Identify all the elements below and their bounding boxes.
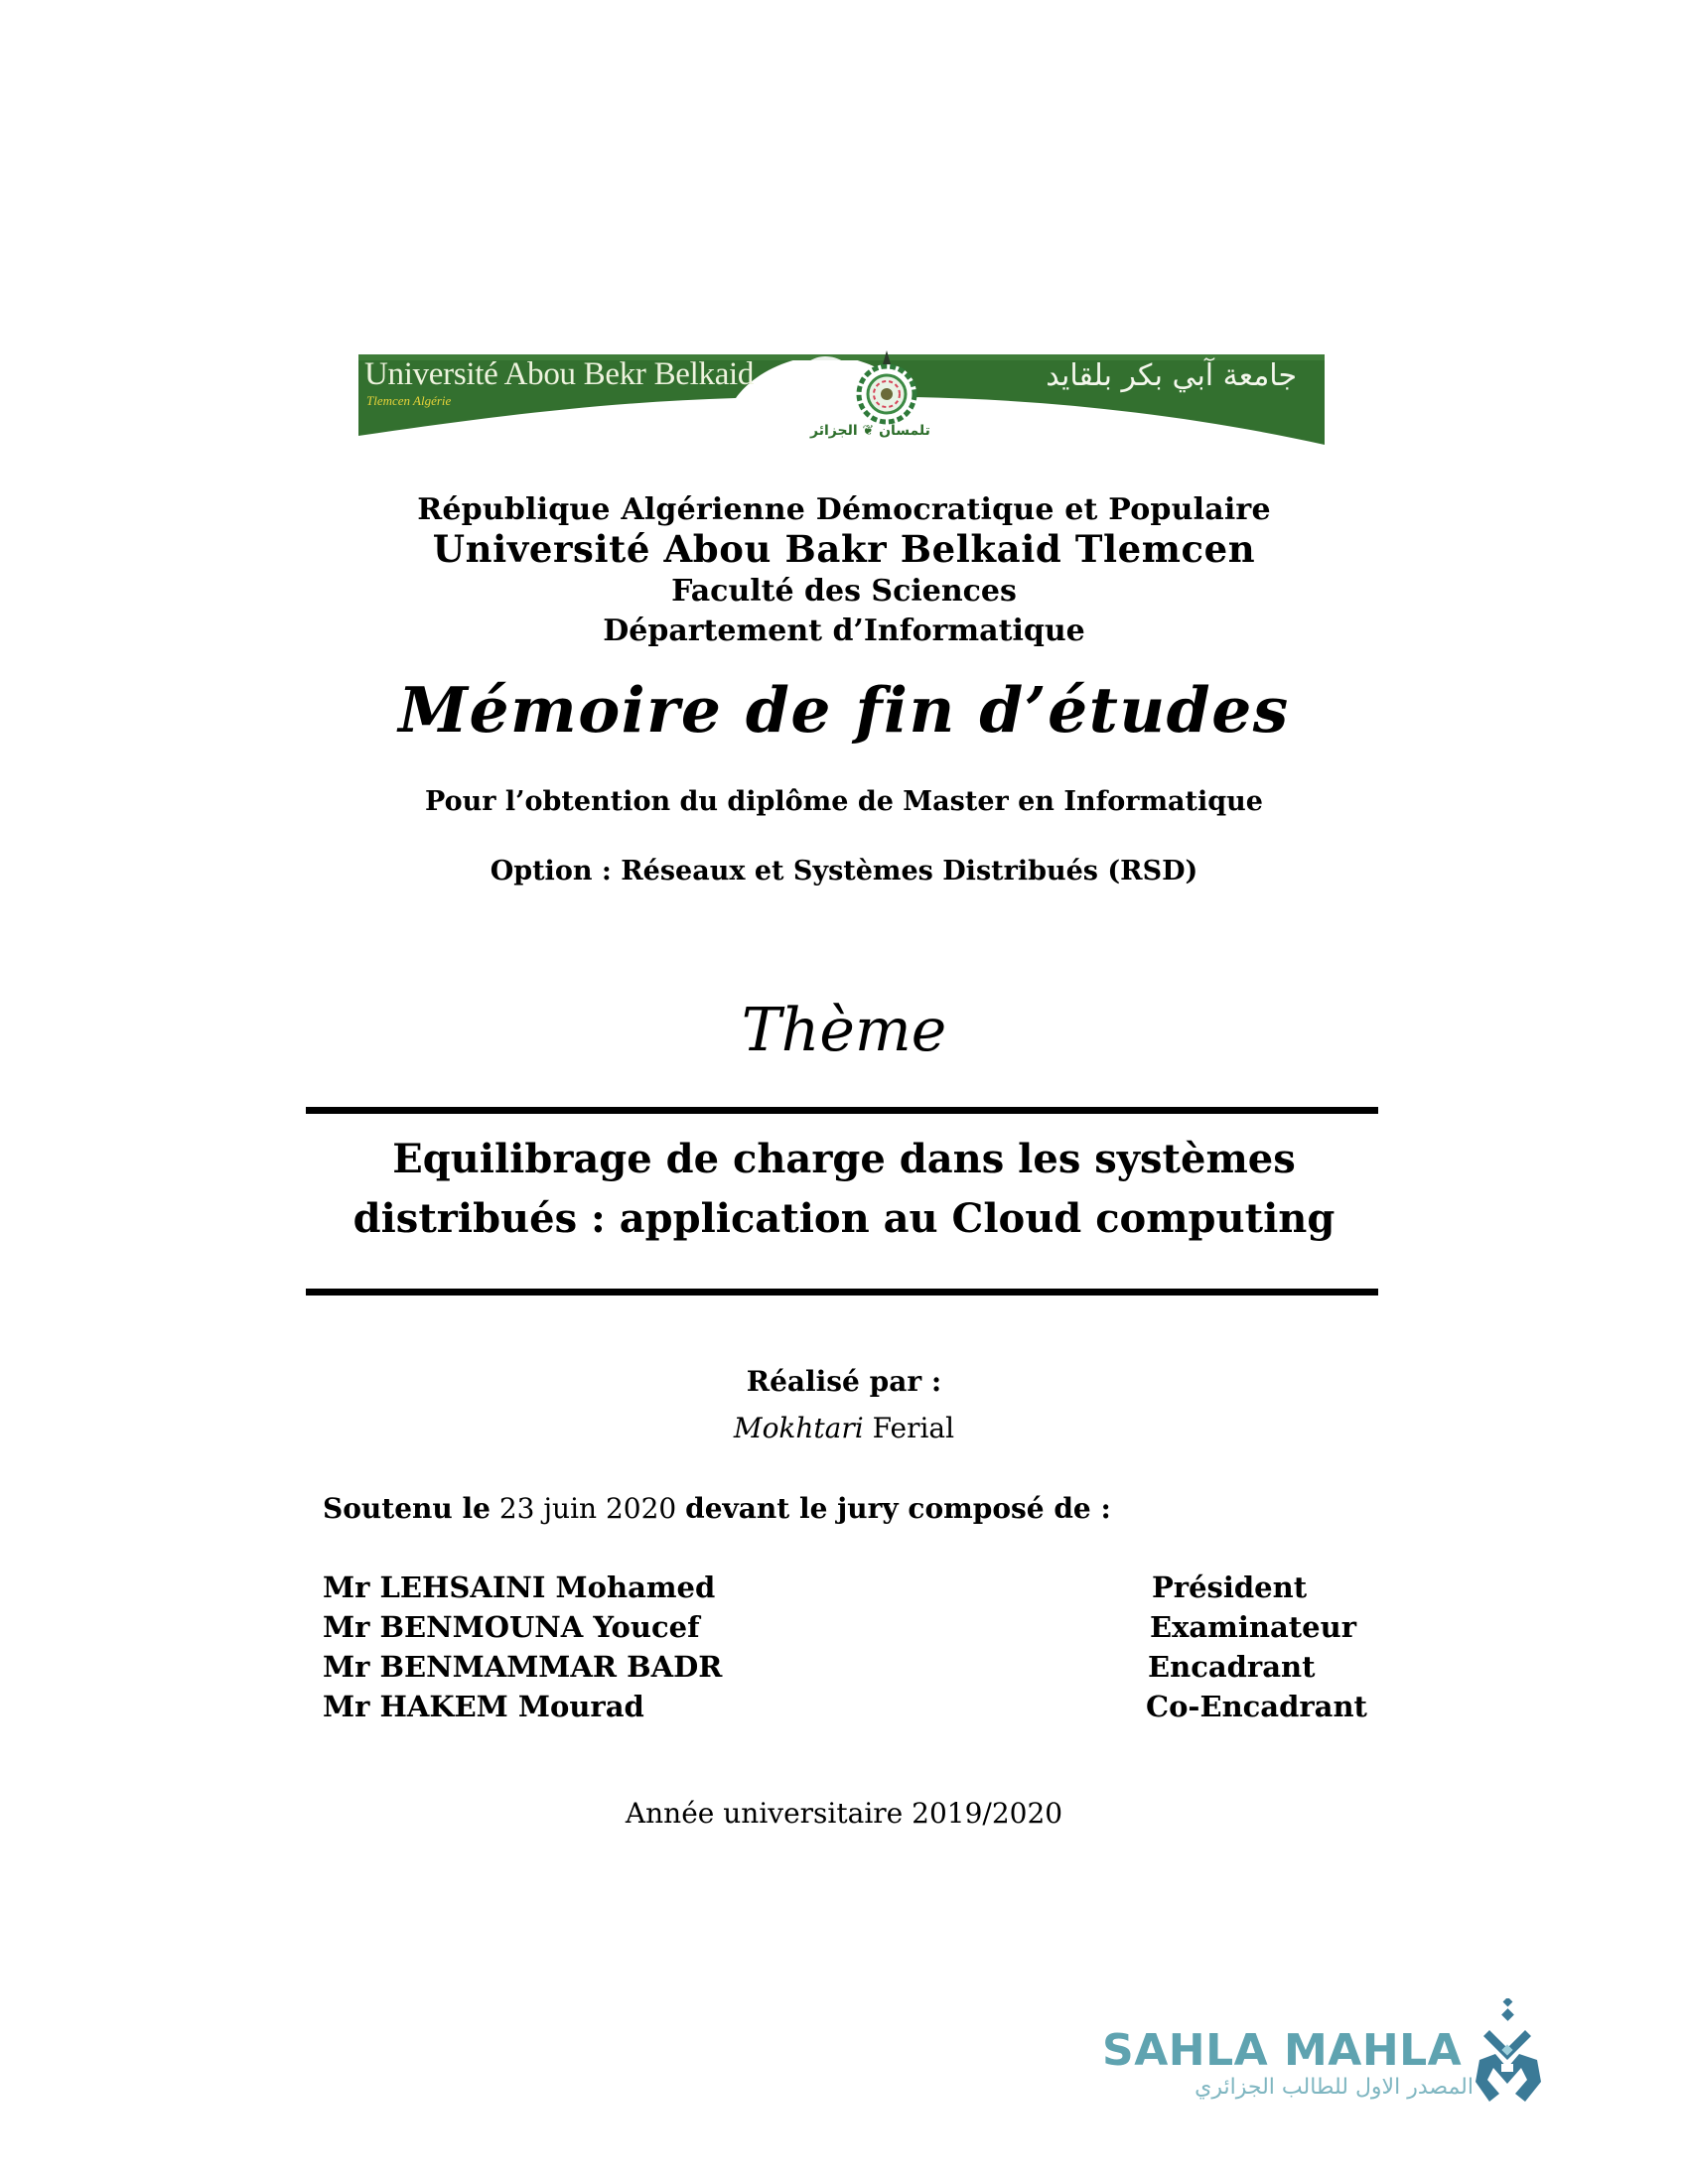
title-top-rule	[306, 1107, 1378, 1114]
banner-location-fr: Tlemcen Algérie	[366, 393, 452, 408]
jury-row	[323, 1570, 1385, 1610]
jury-member-role: Co-Encadrant	[1146, 1690, 1367, 1723]
jury-member-name: Mr HAKEM Mourad	[323, 1690, 644, 1723]
defense-prefix: Soutenu le	[323, 1492, 491, 1525]
document-type-heading: Mémoire de fin d’études	[398, 673, 1290, 747]
degree-line: Pour l’obtention du diplôme de Master en Informatique	[425, 786, 1263, 817]
defense-suffix: devant le jury composé de :	[685, 1492, 1111, 1525]
republic-line: République Algérienne Démocratique et Populaire	[417, 492, 1271, 527]
university-banner	[358, 350, 1325, 446]
option-line: Option : Réseaux et Systèmes Distribués (RSD)	[490, 856, 1198, 887]
thesis-title-line-1: Equilibrage de charge dans les systèmes	[392, 1136, 1296, 1182]
department-line: Département d’Informatique	[603, 614, 1085, 648]
jury-member-name: Mr LEHSAINI Mohamed	[323, 1570, 716, 1604]
defense-date: 23 juin 2020	[498, 1492, 677, 1525]
jury-member-name: Mr BENMAMMAR BADR	[323, 1650, 723, 1684]
watermark-tagline: المصدر الاول للطالب الجزائري	[1195, 2075, 1474, 2100]
jury-member-role: Examinateur	[1150, 1610, 1356, 1644]
thesis-title	[0, 1130, 1688, 1249]
university-line: Université Abou Bakr Belkaid Tlemcen	[432, 527, 1256, 571]
jury-row	[323, 1650, 1385, 1690]
theme-label: Thème	[741, 996, 947, 1065]
faculty-line: Faculté des Sciences	[671, 574, 1017, 609]
academic-year: Année universitaire 2019/2020	[625, 1797, 1063, 1830]
author-name	[0, 1412, 1688, 1444]
banner-university-name-fr: Université Abou Bekr Belkaid	[364, 356, 755, 392]
title-bottom-rule	[306, 1289, 1378, 1296]
jury-member-role: Président	[1152, 1570, 1308, 1604]
author-first-name: Ferial	[872, 1412, 955, 1444]
jury-list	[323, 1570, 1385, 1729]
defense-line	[323, 1492, 1111, 1525]
author-label: Réalisé par :	[746, 1365, 942, 1398]
jury-member-name: Mr BENMOUNA Youcef	[323, 1610, 700, 1644]
watermark-name: SAHLA MAHLA	[1102, 2025, 1463, 2076]
jury-row	[323, 1610, 1385, 1650]
author-last-name: Mokhtari	[733, 1412, 864, 1444]
jury-row	[323, 1690, 1385, 1729]
thesis-title-line-2: distribués : application au Cloud computing	[352, 1195, 1336, 1242]
banner-location-ar: تلمسان ❦ الجزائر	[810, 423, 930, 439]
watermark-emblem-icon	[1476, 1998, 1545, 2108]
banner-university-name-ar: جامعة آبي بكر بلقايد	[1046, 358, 1297, 393]
jury-member-role: Encadrant	[1148, 1650, 1316, 1684]
